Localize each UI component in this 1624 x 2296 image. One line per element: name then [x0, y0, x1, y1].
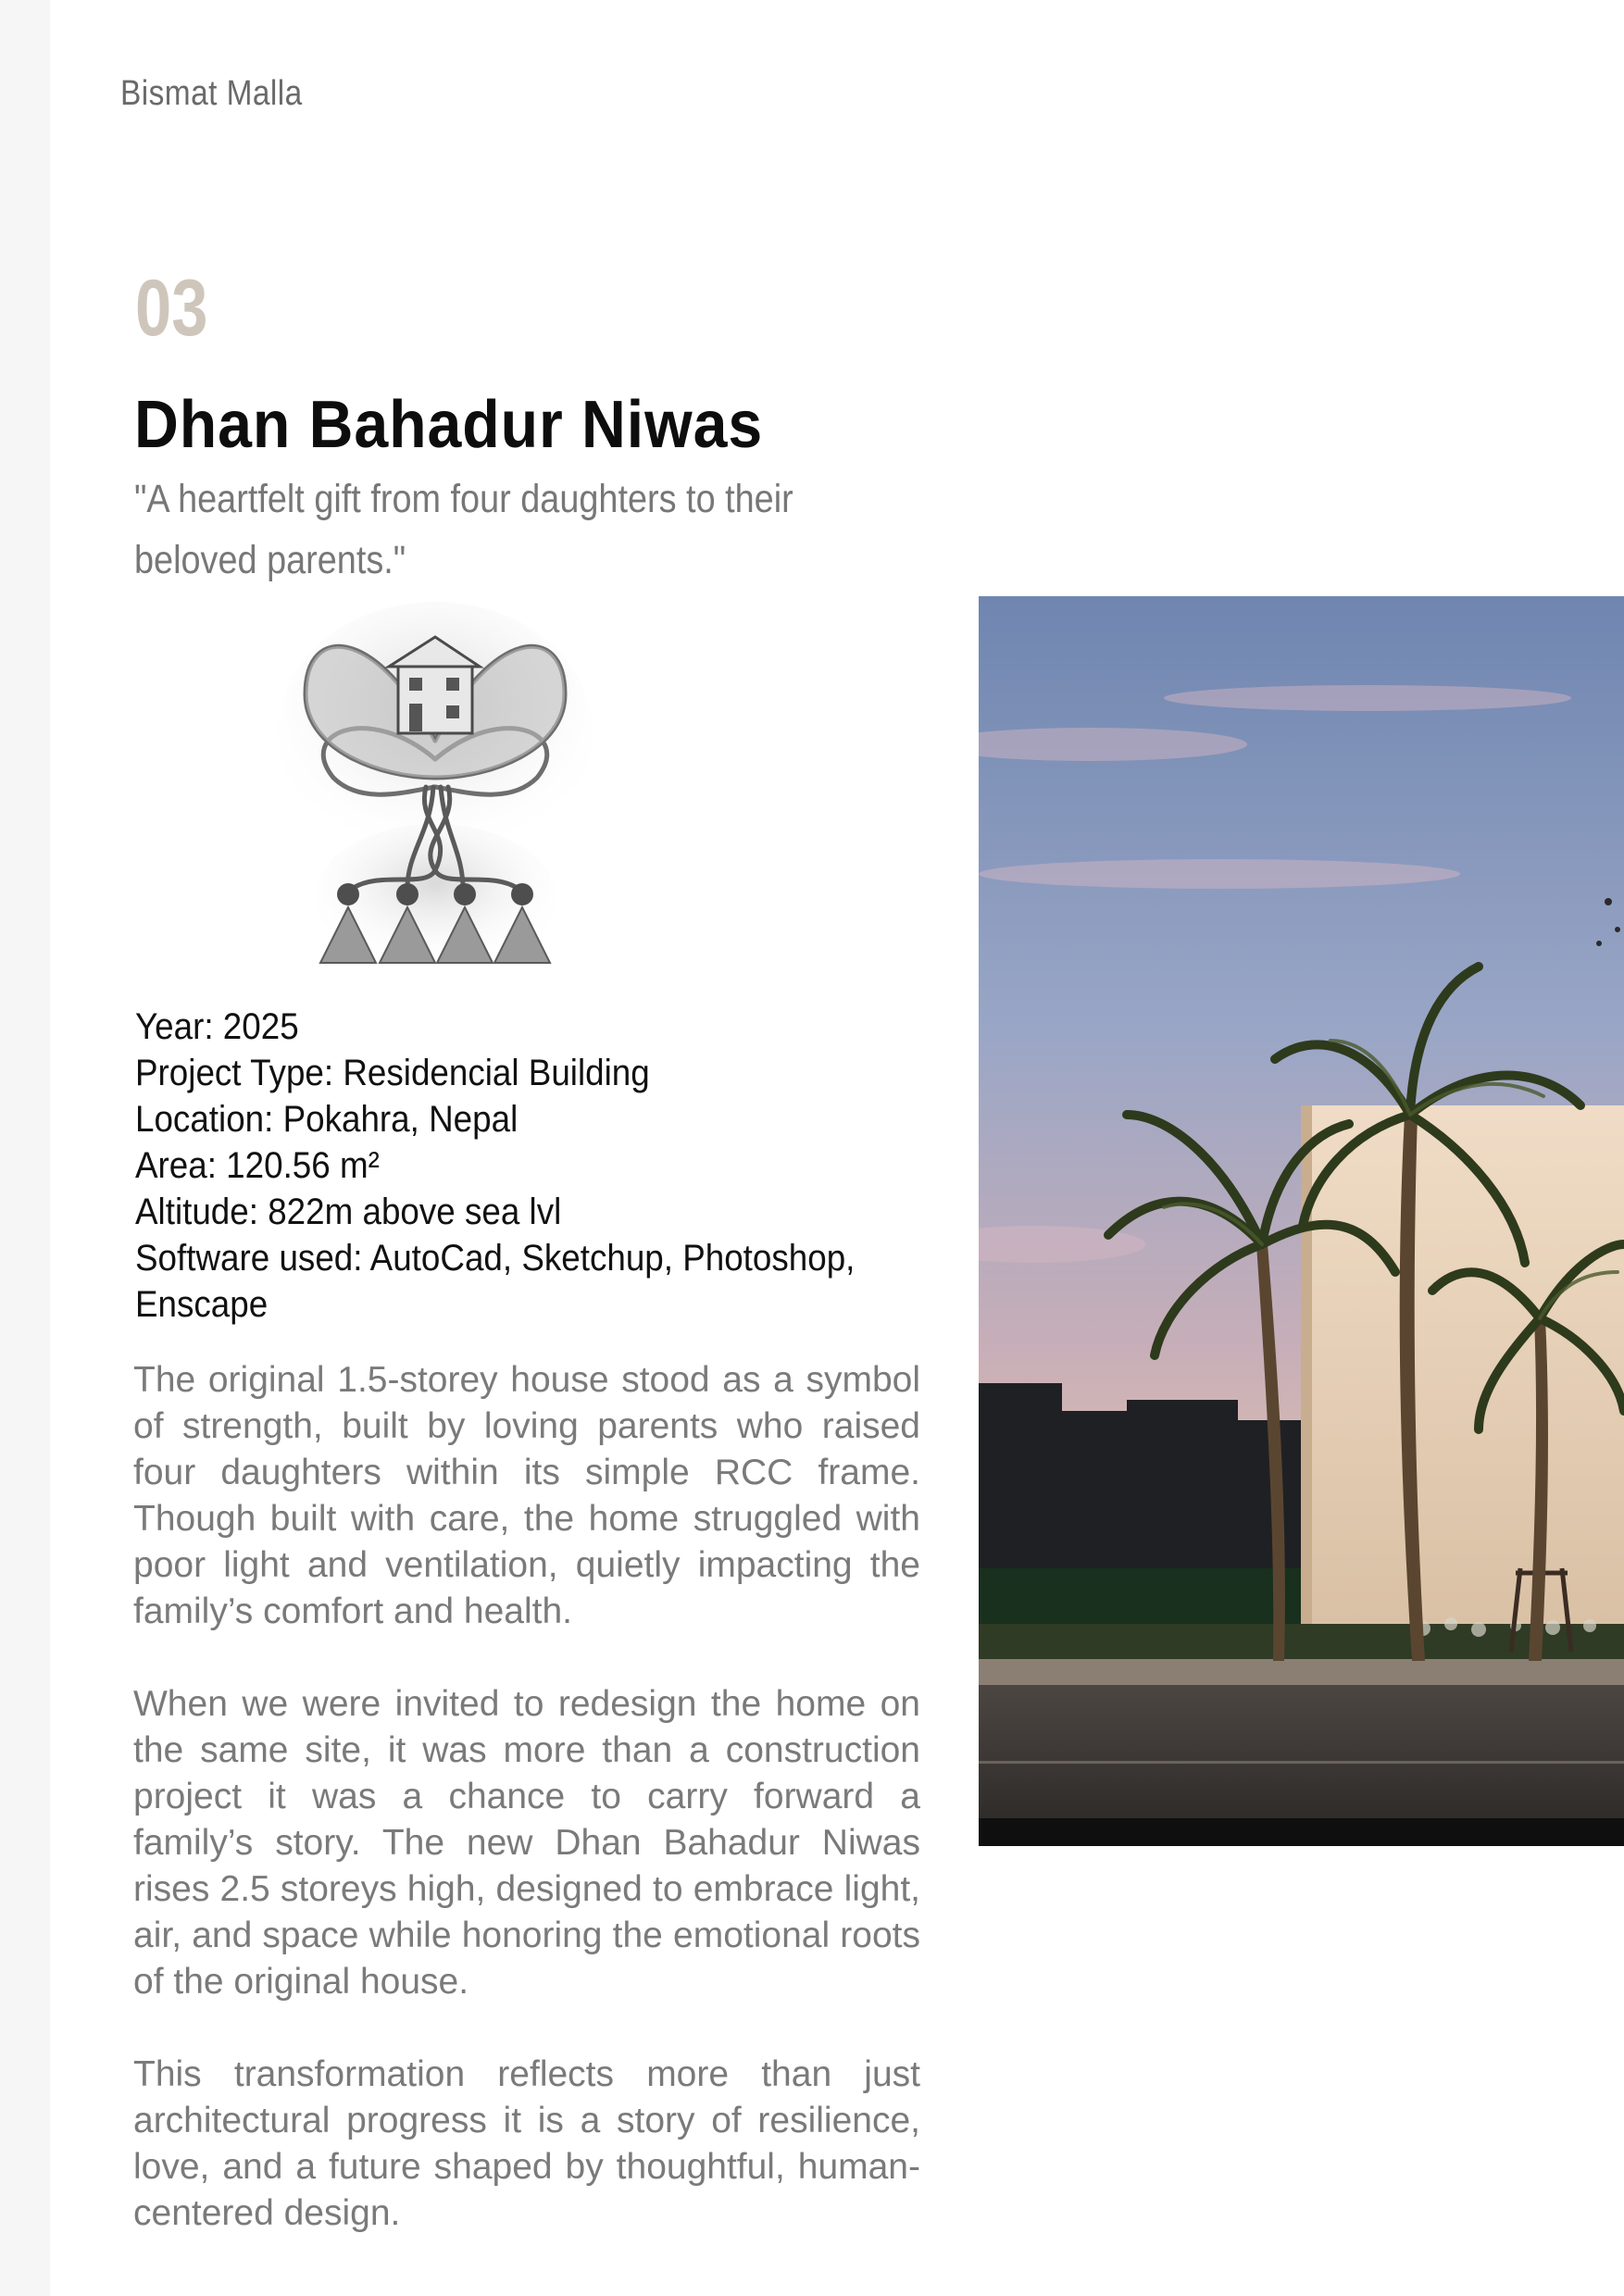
project-title: Dhan Bahadur Niwas — [134, 388, 764, 462]
description-paragraph-3: This transformation reflects more than just architectural progress it is a story of resilience, love, and a future shaped by thoughtful, human-centered design. — [133, 2054, 920, 2233]
concept-sketch-image — [269, 593, 602, 981]
description-paragraph-2: When we were invited to redesign the home on the same site, it was more than a construction project it was a chance to carry forward a family’s story. The new Dhan Bahadur Niwas rises 2.5 storeys high, designed to embrace light, air, and space while honoring the emotional roots of the original house. — [133, 1684, 920, 2002]
fact-year: Year: 2025 — [135, 1006, 299, 1047]
project-description — [133, 1357, 920, 2283]
fact-area: Area: 120.56 m² — [135, 1145, 380, 1186]
author-name: Bismat Malla — [120, 74, 303, 113]
fact-software: Software used: AutoCad, Sketchup, Photoshop, Enscape — [135, 1238, 856, 1325]
page-margin-strip — [0, 0, 50, 2296]
exterior-render-image — [979, 596, 1624, 1846]
fact-project-type: Project Type: Residencial Building — [135, 1053, 650, 1093]
description-paragraph-1: The original 1.5-storey house stood as a symbol of strength, built by loving parents who raised four daughters within its simple RCC frame. Though built with care, the home struggled with poor light and ventilation, quietly impacting the family’s comfort and health. — [133, 1360, 920, 1631]
project-tagline: "A heartfelt gift from four daughters to their beloved parents." — [134, 477, 793, 582]
project-number: 03 — [135, 264, 208, 353]
fact-altitude: Altitude: 822m above sea lvl — [135, 1192, 562, 1232]
project-facts — [135, 1004, 902, 1328]
fact-location: Location: Pokahra, Nepal — [135, 1099, 518, 1140]
